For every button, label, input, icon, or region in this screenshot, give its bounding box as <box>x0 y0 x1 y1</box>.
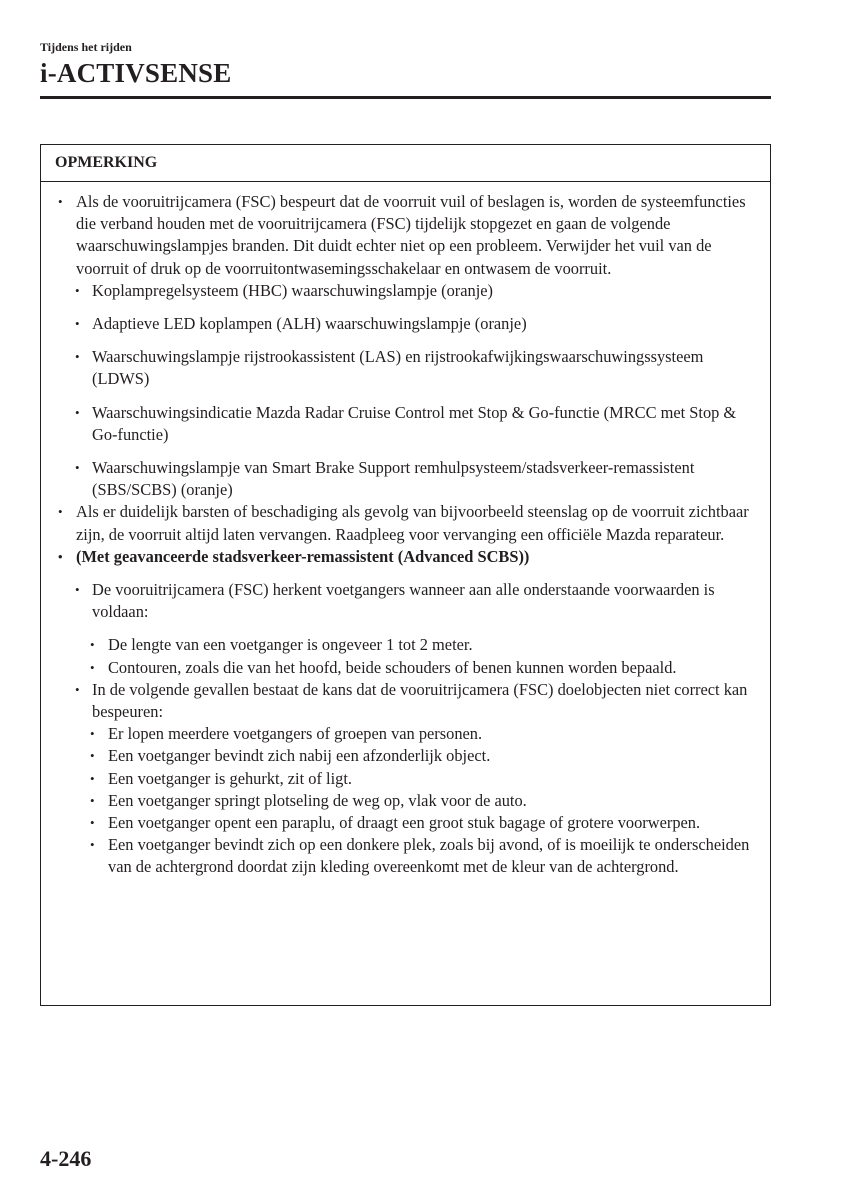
bullet-icon: • <box>58 194 63 209</box>
bullet-icon: • <box>75 282 80 298</box>
bullet-icon: • <box>90 770 95 786</box>
bullet-icon: • <box>58 548 63 564</box>
bullet-icon: • <box>90 837 95 853</box>
list-item <box>41 723 758 745</box>
list-item <box>41 745 758 767</box>
list-item <box>41 402 758 446</box>
list-item-text: Een voetganger bevindt zich nabij een afzonderlijk object. <box>108 746 491 766</box>
list-item <box>41 657 758 679</box>
list-item <box>41 280 758 302</box>
list-item-text: De vooruitrijcamera (FSC) herkent voetgangers wanneer aan alle onderstaande voorwaarden is voldaan: <box>92 580 715 622</box>
list-item-text: (Met geavanceerde stadsverkeer-remassistent (Advanced SCBS)) <box>76 546 530 566</box>
bullet-icon: • <box>75 681 80 697</box>
list-item <box>41 546 758 568</box>
bullet-icon: • <box>90 726 95 742</box>
list-item-text: Er lopen meerdere voetgangers of groepen van personen. <box>108 724 483 744</box>
list-item <box>41 679 758 723</box>
page-header <box>40 40 771 89</box>
list-item <box>41 346 758 390</box>
list-item-text: Contouren, zoals die van het hoofd, beide schouders of benen kunnen worden bepaald. <box>108 657 677 677</box>
list-item-text: In de volgende gevallen bestaat de kans dat de vooruitrijcamera (FSC) doelobjecten niet correct kan bespeuren: <box>92 679 748 722</box>
bullet-icon: • <box>75 349 80 365</box>
bullet-icon: • <box>75 460 80 476</box>
list-item <box>41 768 758 790</box>
list-item <box>41 191 758 280</box>
list-item-text: Een voetganger opent een paraplu, of draagt een groot stuk bagage of grotere voorwerpen. <box>108 813 701 833</box>
list-item-text: Als er duidelijk barsten of beschadiging als gevolg van bijvoorbeeld steenslag op de voorruit zichtbaar zijn, de voorruit altijd laten vervangen. Raadpleeg voor vervanging een officiële Mazda reparateur. <box>76 502 749 544</box>
bullet-icon: • <box>75 582 80 598</box>
list-item <box>41 812 758 834</box>
bullet-icon: • <box>75 316 80 332</box>
bullet-icon: • <box>90 748 95 764</box>
list-item-text: Een voetganger is gehurkt, zit of ligt. <box>108 768 352 788</box>
header-rule <box>40 96 771 99</box>
list-item-text: Waarschuwingsindicatie Mazda Radar Cruise Control met Stop & Go-functie (MRCC met Stop & Go-functie) <box>92 402 737 444</box>
note-body <box>41 182 770 879</box>
list-item-text: Waarschuwingslampje van Smart Brake Support remhulpsysteem/stadsverkeer-remassistent (SBS/SCBS) (oranje) <box>92 458 695 500</box>
list-item-text: Koplampregelsysteem (HBC) waarschuwingslampje (oranje) <box>92 280 493 300</box>
bullet-icon: • <box>90 815 95 831</box>
page-title: i-ACTIVSENSE <box>40 58 232 88</box>
bullet-icon: • <box>58 504 63 520</box>
bullet-icon: • <box>90 792 95 808</box>
list-item <box>41 313 758 335</box>
bullet-icon: • <box>90 659 95 675</box>
note-box <box>40 144 771 1006</box>
list-item <box>41 634 758 656</box>
note-heading: OPMERKING <box>41 145 770 182</box>
list-item <box>41 834 758 878</box>
bullet-icon: • <box>75 404 80 420</box>
list-item-text: Adaptieve LED koplampen (ALH) waarschuwingslampje (oranje) <box>92 314 527 334</box>
list-item <box>41 457 758 501</box>
list-item <box>41 790 758 812</box>
section-label: Tijdens het rijden <box>40 40 132 54</box>
list-item <box>41 579 758 623</box>
list-item-text: De lengte van een voetganger is ongeveer 1 tot 2 meter. <box>108 635 473 655</box>
bullet-icon: • <box>90 637 95 653</box>
list-item-text: Waarschuwingslampje rijstrookassistent (LAS) en rijstrookafwijkingswaarschuwingssysteem (LDWS) <box>92 347 704 389</box>
list-item-text: Als de vooruitrijcamera (FSC) bespeurt dat de voorruit vuil of beslagen is, worden de systeemfuncties die verband houden met de vooruitrijcamera (FSC) tijdelijk stopgezet en gaan de volgende waarschuwingslampjes branden. Dit duidt echter niet op een probleem. Verwijder het vuil van de voorruit of druk op de voorruitontwasemingsschakelaar en ontwasem de voorruit. <box>76 192 746 278</box>
list-item-text: Een voetganger bevindt zich op een donkere plek, zoals bij avond, of is moeilijk te onderscheiden van de achtergrond doordat zijn kleding overeenkomt met de kleur van de achtergrond. <box>108 835 750 877</box>
page-number: 4-246 <box>40 1146 92 1171</box>
list-item <box>41 501 758 545</box>
list-item-text: Een voetganger springt plotseling de weg op, vlak voor de auto. <box>108 790 527 810</box>
